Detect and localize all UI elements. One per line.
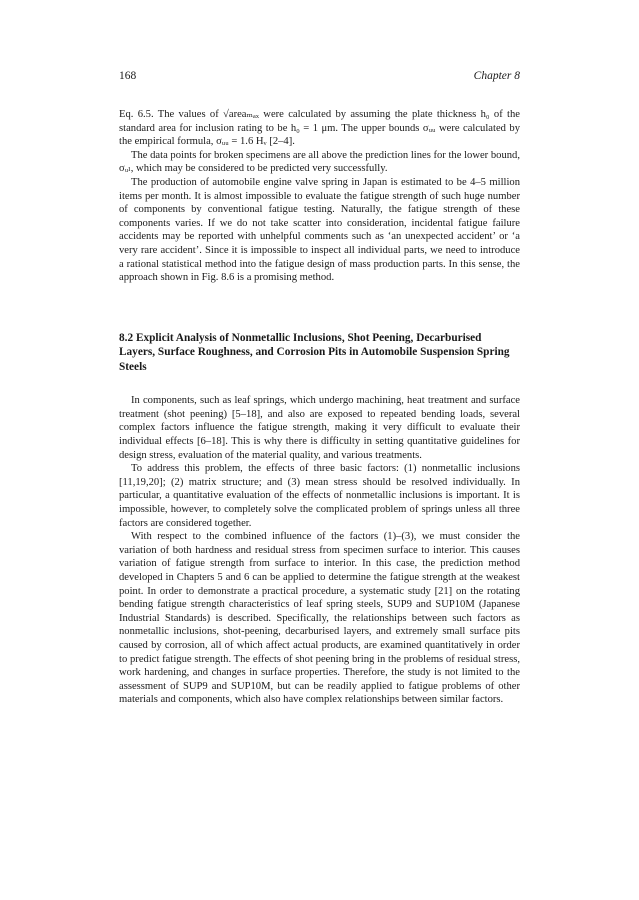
chapter-label: Chapter 8 (473, 70, 520, 82)
paragraph-combined-influence: With respect to the combined influence of the factors (1)–(3), we must consider the variation of both hardness and residual stress from specimen surface to interior. This causes variation of fatigue strength from surface to interior. In this case, the prediction method developed in Chapters 5 and 6 can be applied to determine the fatigue strength at the weakest point. In order to demonstrate a practical procedure, a systematic study [21] on the rotating bending fatigue strength characteristics of leaf spring steels, SUP9 and SUP10M (Japanese Industrial Standards) is described. Specifically, the relationships between such factors as nonmetallic inclusions, shot-peening, decarburised layers, and extremely small surface pits caused by corrosion, all of which affect actual products, are examined quantitatively in order to predict fatigue strength. The effects of shot peening bring in the problems of residual stress, work hardening, and changes in surface properties. Therefore, the study is not limited to the assessment of SUP9 and SUP10M, but can be readily applied to fatigue problems of other materials and components, which also have complex relationships between similar factors. (119, 531, 520, 706)
paragraph-valve-spring-production: The production of automobile engine valve spring in Japan is estimated to be 4–5 million items per month. It is almost impossible to evaluate the fatigue strength of such huge number of components by conventional fatigue testing. Naturally, the fatigue strength of these components varies. If we do not take scatter into consideration, incidental fatigue failure accidents may be reported with unhelpful comments such as ‘an unexpected accident’ or ‘a very rare accident’. Since it is impossible to inspect all individual parts, we need to introduce a rational statistical method into the fatigue design of mass production parts. In this sense, the approach shown in Fig. 8.6 is a promising method. (119, 176, 520, 284)
book-page (119, 70, 520, 707)
paragraph-three-factors: To address this problem, the effects of three basic factors: (1) nonmetallic inclusions [11,19,20]; (2) matrix structure; and (3) mean stress should be resolved individually. In particular, a quantitative evaluation of the effects of nonmetallic inclusions is important. It is impossible, however, to completely solve the complicated problem of springs unless all three factors are considered together. (119, 463, 520, 529)
running-head (119, 70, 520, 86)
section-heading: 8.2 Explicit Analysis of Nonmetallic Inclusions, Shot Peening, Decarburised Layers, Surface Roughness, and Corrosion Pits in Automobile Suspension Spring Steels (119, 331, 510, 373)
paragraph-broken-specimens: The data points for broken specimens are all above the prediction lines for the lower bound, σᵤₗ, which may be considered to be predicted very successfully. (119, 149, 520, 175)
section-text (119, 394, 520, 707)
page-number: 168 (119, 70, 137, 82)
paragraph-leaf-springs: In components, such as leaf springs, which undergo machining, heat treatment and surface treatment (shot peening) [5–18], and also are exposed to repeated bending loads, several complex factors influence the fatigue strength, making it very difficult to evaluate their individual effects [6–18]. This is why there is difficulty in setting quantitative guidelines for design stress, evaluation of the material quality, and various treatments. (119, 395, 520, 461)
intro-text (119, 108, 520, 285)
paragraph-continued: Eq. 6.5. The values of √areaₘₐₓ were calculated by assuming the plate thickness h₀ of the standard area for inclusion rating to be h₀ = 1 μm. The upper bounds σᵤᵤ were calculated by the empirical formula, σᵤᵤ = 1.6 Hᵥ [2–4]. (119, 109, 520, 148)
